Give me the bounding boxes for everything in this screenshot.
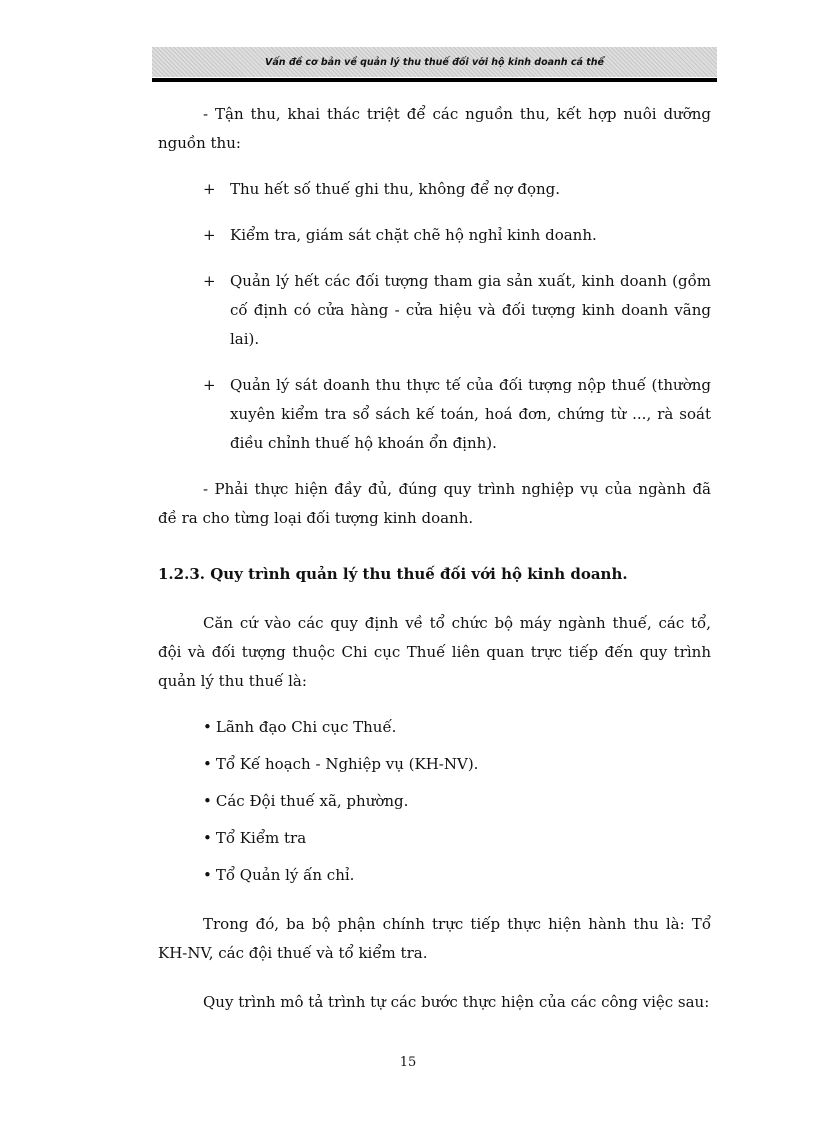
list-item-text: Tổ Kiểm tra [215,829,307,847]
list-item [158,750,711,779]
plus-marker: + [203,226,216,244]
paragraph-procedure-description: Quy trình mô tả trình tự các bước thực hiện của các công việc sau: [203,993,710,1011]
plus-marker: + [203,272,216,290]
paragraph-collect-revenue: - Tận thu, khai thác triệt để các nguồn thu, kết hợp nuôi dưỡng nguồn thu: [158,105,711,152]
list-item [158,787,711,816]
list-item-text: Tổ Quản lý ấn chỉ. [215,866,355,884]
page-body [158,100,711,1017]
bullet-marker: • [203,829,212,847]
plus-item-text: Thu hết số thuế ghi thu, không để nợ đọng. [230,180,561,198]
list-item [158,861,711,890]
paragraph-follow-procedure: - Phải thực hiện đầy đủ, đúng quy trình nghiệp vụ của ngành đã đề ra cho từng loại đối tượng kinh doanh. [158,480,711,527]
running-header [152,47,717,77]
plus-item-text: Quản lý sát doanh thu thực tế của đối tượng nộp thuế (thường xuyên kiểm tra sổ sách kế toán, hoá đơn, chứng từ ..., rà soát điều chỉnh thuế hộ khoán ổn định). [230,376,711,452]
page-number: 15 [399,1055,417,1070]
plus-item [158,221,711,250]
list-item [158,713,711,742]
plus-item [158,267,711,354]
plus-marker: + [203,180,216,198]
bullet-marker: • [203,718,212,736]
bullet-list [158,713,711,890]
list-item-text: Các Đội thuế xã, phường. [215,792,409,810]
plus-item [158,175,711,204]
section-heading: 1.2.3. Quy trình quản lý thu thuế đối với hộ kinh doanh. [158,565,628,583]
list-item-text: Tổ Kế hoạch - Nghiệp vụ (KH-NV). [215,755,479,773]
plus-item-text: Quản lý hết các đối tượng tham gia sản xuất, kinh doanh (gồm cố định có cửa hàng - cửa hiệu và đối tượng kinh doanh vãng lai). [230,272,711,348]
plus-item-text: Kiểm tra, giám sát chặt chẽ hộ nghỉ kinh doanh. [230,226,597,244]
bullet-marker: • [203,755,212,773]
bullet-marker: • [203,866,212,884]
plus-marker: + [203,376,216,394]
paragraph-three-departments: Trong đó, ba bộ phận chính trực tiếp thực hiện hành thu là: Tổ KH-NV, các đội thuế và tổ kiểm tra. [158,915,711,962]
header-rule [152,78,717,82]
list-item [158,824,711,853]
plus-item [158,371,711,458]
bullet-marker: • [203,792,212,810]
paragraph-based-on-regulations: Căn cứ vào các quy định về tổ chức bộ máy ngành thuế, các tổ, đội và đối tượng thuộc Chi cục Thuế liên quan trực tiếp đến quy trình quản lý thu thuế là: [158,614,711,690]
running-header-title: Vấn đề cơ bản về quản lý thu thuế đối với hộ kinh doanh cá thể [265,56,604,68]
list-item-text: Lãnh đạo Chi cục Thuế. [215,718,397,736]
